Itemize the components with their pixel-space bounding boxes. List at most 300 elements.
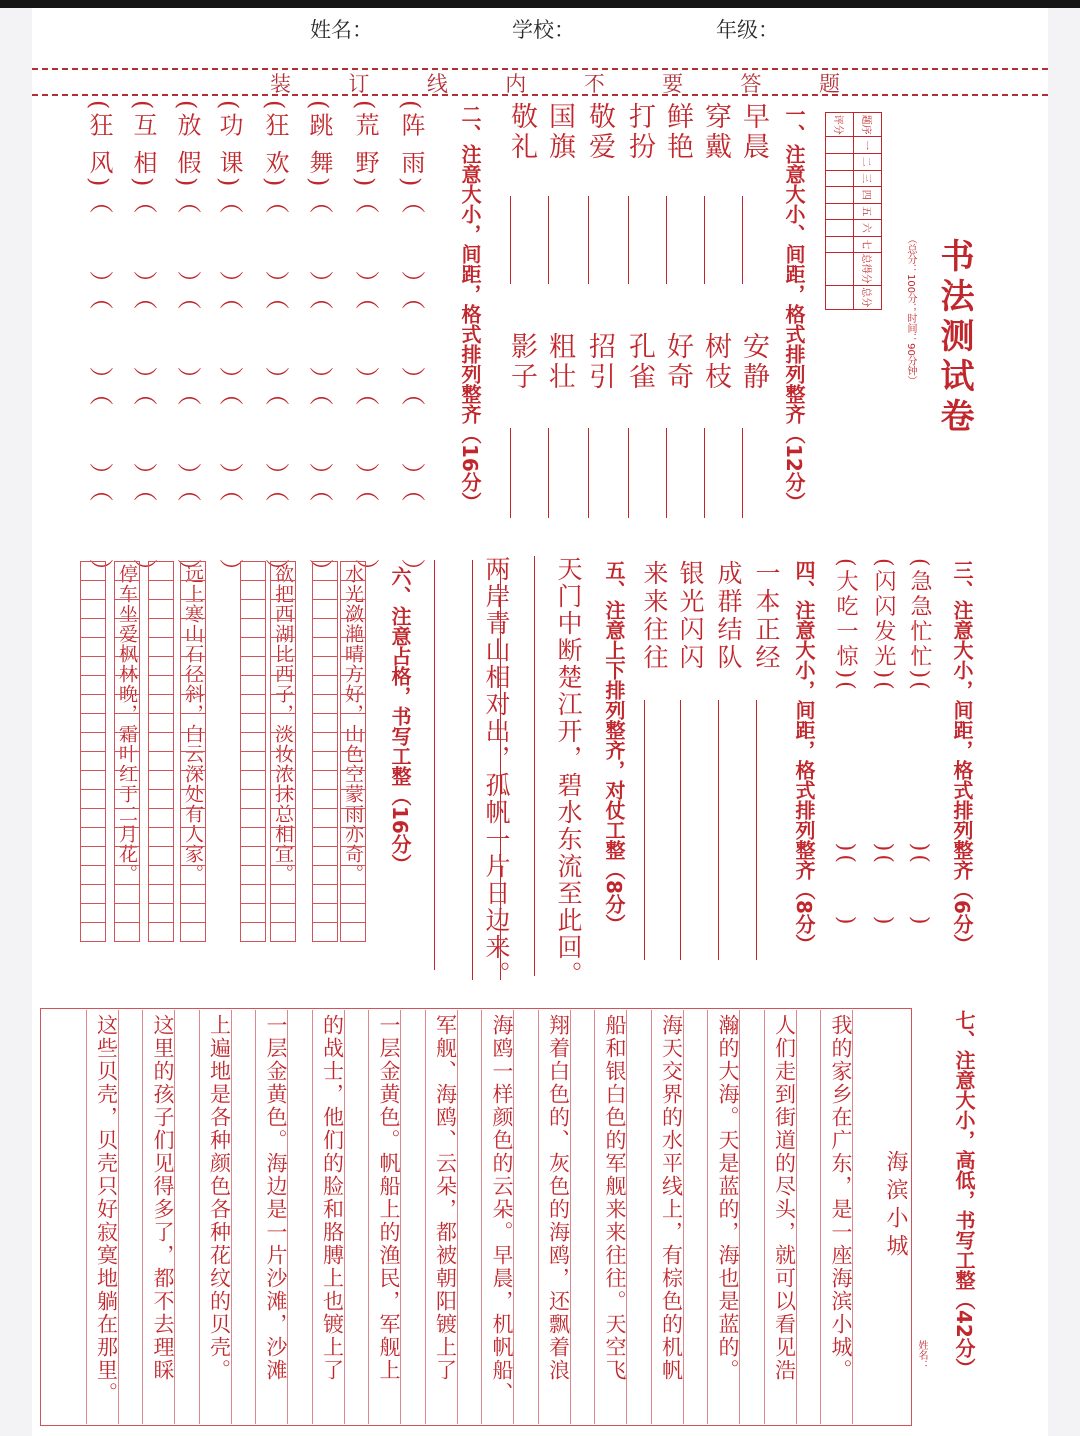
passage-rule	[368, 1010, 369, 1424]
write-line[interactable]	[718, 700, 719, 960]
write-line[interactable]	[704, 428, 705, 518]
name-label: 姓名：	[310, 18, 373, 42]
sec6-line: 停车坐爱枫林晚，霜叶红于二月花。	[116, 564, 138, 884]
practice-grid-cell[interactable]	[240, 561, 266, 581]
practice-grid-cell[interactable]	[80, 675, 106, 695]
sec1-heading: 一、注意大小、间距，格式排列整齐（12分）	[782, 104, 806, 512]
sec1-word: 树枝	[700, 332, 731, 392]
practice-grid-cell[interactable]	[312, 751, 338, 771]
practice-grid-cell[interactable]	[270, 675, 296, 695]
passage-line: 翔着白色的、灰色的海鸥，还飘着浪	[546, 1014, 571, 1382]
passage-rule	[255, 1010, 256, 1424]
practice-grid-cell[interactable]	[114, 561, 140, 581]
sec1-word: 好奇	[662, 332, 693, 392]
sec5-line: 两岸青山相对出，孤帆一片日边来。	[482, 556, 511, 988]
practice-grid-cell[interactable]	[80, 618, 106, 638]
practice-grid-column	[148, 562, 174, 942]
practice-grid-cell[interactable]	[114, 865, 140, 885]
practice-grid-cell[interactable]	[148, 827, 174, 847]
practice-grid-cell[interactable]	[80, 922, 106, 942]
practice-grid-column	[240, 562, 266, 942]
practice-grid-cell[interactable]	[240, 865, 266, 885]
practice-grid-cell[interactable]	[180, 865, 206, 885]
passage-rule	[651, 1010, 652, 1424]
practice-grid-cell[interactable]	[240, 694, 266, 714]
practice-grid-cell[interactable]	[340, 694, 366, 714]
practice-grid-column	[180, 562, 206, 942]
practice-grid-cell[interactable]	[180, 618, 206, 638]
write-line[interactable]	[742, 196, 743, 284]
practice-grid-column	[340, 562, 366, 942]
score-cell: 一	[854, 137, 882, 154]
passage-line: 海天交界的水平线上，有棕色的机帆	[659, 1014, 684, 1382]
practice-grid-cell[interactable]	[114, 713, 140, 733]
write-line[interactable]	[704, 196, 705, 284]
practice-grid-cell[interactable]	[148, 713, 174, 733]
practice-grid-cell[interactable]	[270, 789, 296, 809]
practice-grid-cell[interactable]	[80, 580, 106, 600]
practice-grid-cell[interactable]	[340, 865, 366, 885]
practice-grid-cell[interactable]	[270, 580, 296, 600]
practice-grid-cell[interactable]	[312, 903, 338, 923]
sec6-line: 远上寒山石径斜，白云深处有人家。	[182, 564, 204, 884]
practice-grid-cell[interactable]	[148, 903, 174, 923]
sec3-item: (大吃一惊)()( )	[833, 558, 858, 928]
write-line[interactable]	[628, 196, 629, 284]
practice-grid-cell[interactable]	[114, 770, 140, 790]
practice-grid-cell[interactable]	[340, 599, 366, 619]
practice-grid-cell[interactable]	[312, 884, 338, 904]
practice-grid-cell[interactable]	[312, 580, 338, 600]
practice-grid-column	[80, 562, 106, 942]
practice-grid-cell[interactable]	[148, 922, 174, 942]
write-line[interactable]	[644, 700, 645, 960]
write-line[interactable]	[666, 196, 667, 284]
binding-char: 装	[270, 72, 291, 96]
practice-grid-cell[interactable]	[340, 561, 366, 581]
practice-grid-cell[interactable]	[180, 808, 206, 828]
passage-line: 一层金黄色。帆船上的渔民，军舰上	[377, 1014, 401, 1382]
passage-rule	[707, 1010, 708, 1424]
practice-grid-cell[interactable]	[270, 808, 296, 828]
sec1-word: 孔雀	[624, 332, 655, 392]
score-cell[interactable]	[826, 285, 854, 310]
sec1-word: 敬爱	[584, 102, 615, 162]
score-cell[interactable]	[826, 137, 854, 154]
score-cell: 总分	[854, 285, 882, 310]
grade-label: 年级：	[716, 18, 779, 42]
write-line[interactable]	[680, 700, 681, 960]
practice-grid-cell[interactable]	[80, 827, 106, 847]
sec1-word: 穿戴	[700, 102, 731, 162]
practice-grid-cell[interactable]	[80, 732, 106, 752]
passage-line: 这些贝壳，贝壳只好寂寞地躺在那里。	[94, 1014, 119, 1405]
practice-grid-cell[interactable]	[340, 789, 366, 809]
practice-grid-cell[interactable]	[240, 808, 266, 828]
write-line[interactable]	[588, 428, 589, 518]
passage-rule	[594, 1010, 595, 1424]
binding-char: 题	[818, 72, 840, 96]
practice-grid-cell[interactable]	[240, 637, 266, 657]
score-cell: 总得分	[854, 253, 882, 285]
practice-grid-column	[114, 562, 140, 942]
passage-rule	[481, 1010, 482, 1424]
practice-grid-cell[interactable]	[270, 846, 296, 866]
practice-grid-cell[interactable]	[114, 694, 140, 714]
practice-grid-cell[interactable]	[80, 903, 106, 923]
binding-char: 不	[583, 72, 605, 96]
passage-rule	[312, 1010, 313, 1424]
write-line[interactable]	[756, 700, 757, 960]
practice-grid-cell[interactable]	[180, 713, 206, 733]
practice-grid-cell[interactable]	[180, 675, 206, 695]
practice-grid-cell[interactable]	[240, 675, 266, 695]
practice-grid-cell[interactable]	[270, 618, 296, 638]
practice-grid-cell[interactable]	[114, 675, 140, 695]
school-label: 学校：	[512, 18, 575, 42]
passage-rule	[683, 1010, 684, 1424]
passage-rule	[231, 1010, 232, 1424]
practice-grid-cell[interactable]	[180, 656, 206, 676]
write-line[interactable]	[500, 560, 501, 980]
passage-rule	[570, 1010, 571, 1424]
practice-grid-cell[interactable]	[240, 618, 266, 638]
sec4-item: 银光闪闪	[676, 560, 705, 672]
practice-grid-cell[interactable]	[80, 789, 106, 809]
practice-grid-cell[interactable]	[148, 846, 174, 866]
practice-grid-cell[interactable]	[114, 637, 140, 657]
passage-rule	[513, 1010, 514, 1424]
passage-line: 我的家乡在广东，是一座海滨小城。	[829, 1014, 853, 1382]
practice-grid-cell[interactable]	[312, 922, 338, 942]
passage-rule	[538, 1010, 539, 1424]
practice-grid-column	[270, 562, 296, 942]
top-edge	[0, 0, 1080, 8]
practice-grid-cell[interactable]	[80, 865, 106, 885]
practice-grid-cell[interactable]	[340, 922, 366, 942]
sec2-item: (功 课)（ ）（ ）（ ）（ ）	[215, 100, 243, 586]
practice-grid-cell[interactable]	[80, 599, 106, 619]
passage-line: 人们走到街道的尽头，就可以看见浩	[772, 1014, 797, 1382]
score-cell[interactable]	[826, 187, 854, 204]
practice-grid-cell[interactable]	[180, 599, 206, 619]
passage-rule	[425, 1010, 426, 1424]
practice-grid-cell[interactable]	[240, 846, 266, 866]
sec4-item: 成群结队	[714, 560, 743, 672]
practice-grid-cell[interactable]	[270, 827, 296, 847]
passage-title: 海滨小城	[883, 1150, 908, 1262]
practice-grid-cell[interactable]	[340, 808, 366, 828]
exam-title: 书法测试卷	[934, 238, 974, 438]
practice-grid-cell[interactable]	[340, 827, 366, 847]
sec3-item: (闪闪发光)()( )	[871, 558, 896, 928]
practice-grid-cell[interactable]	[180, 884, 206, 904]
practice-grid-cell[interactable]	[340, 713, 366, 733]
practice-grid-cell[interactable]	[270, 770, 296, 790]
practice-grid-cell[interactable]	[240, 770, 266, 790]
passage-rule	[457, 1010, 458, 1424]
practice-grid-cell[interactable]	[180, 580, 206, 600]
practice-grid-cell[interactable]	[270, 713, 296, 733]
sec4-heading: 四、注意大小，间距，格式排列整齐（8分）	[792, 560, 816, 954]
passage-rule	[199, 1010, 200, 1424]
practice-grid-cell[interactable]	[114, 922, 140, 942]
sec2-item: (互 相)（ ）（ ）（ ）（ ）	[129, 100, 157, 586]
sec3-item: (急急忙忙)()( )	[907, 558, 932, 928]
score-cell[interactable]	[826, 220, 854, 237]
sec1-word: 敬礼	[506, 102, 537, 162]
passage-rule	[400, 1010, 401, 1424]
practice-grid-cell[interactable]	[114, 751, 140, 771]
practice-grid-cell[interactable]	[240, 922, 266, 942]
sec2-item: (狂 欢)（ ）（ ）（ ）（ ）	[261, 100, 289, 586]
practice-grid-cell[interactable]	[312, 656, 338, 676]
practice-grid-cell[interactable]	[312, 789, 338, 809]
practice-grid-cell[interactable]	[148, 656, 174, 676]
practice-grid-cell[interactable]	[340, 903, 366, 923]
score-cell[interactable]	[826, 153, 854, 170]
write-line[interactable]	[534, 556, 535, 976]
practice-grid-cell[interactable]	[240, 903, 266, 923]
practice-grid-cell[interactable]	[312, 675, 338, 695]
practice-grid-cell[interactable]	[312, 561, 338, 581]
practice-grid-cell[interactable]	[80, 656, 106, 676]
practice-grid-cell[interactable]	[312, 713, 338, 733]
sec6-heading: 六、注意占格，书写工整（16分）	[388, 566, 412, 874]
practice-grid-cell[interactable]	[270, 599, 296, 619]
practice-grid-cell[interactable]	[114, 846, 140, 866]
practice-grid-cell[interactable]	[148, 637, 174, 657]
passage-rule	[764, 1010, 765, 1424]
practice-grid-cell[interactable]	[148, 789, 174, 809]
passage-rule	[852, 1010, 853, 1424]
passage-rule	[174, 1010, 175, 1424]
practice-grid-cell[interactable]	[80, 770, 106, 790]
practice-grid-cell[interactable]	[114, 903, 140, 923]
write-line[interactable]	[548, 196, 549, 284]
passage-line: 这里的孩子们见得多了，都不去理睬	[151, 1014, 175, 1382]
practice-grid-cell[interactable]	[270, 561, 296, 581]
practice-grid-cell[interactable]	[114, 789, 140, 809]
sec2-item: (荒 野)（ ）（ ）（ ）（ ）	[351, 100, 379, 586]
practice-grid-cell[interactable]	[312, 694, 338, 714]
practice-grid-cell[interactable]	[340, 732, 366, 752]
practice-grid-cell[interactable]	[180, 732, 206, 752]
score-cell[interactable]	[826, 253, 854, 285]
practice-grid-cell[interactable]	[80, 637, 106, 657]
score-cell: 二	[854, 153, 882, 170]
score-cell: 五	[854, 203, 882, 220]
practice-grid-cell[interactable]	[80, 561, 106, 581]
practice-grid-cell[interactable]	[312, 827, 338, 847]
practice-grid-cell[interactable]	[312, 846, 338, 866]
practice-grid-cell[interactable]	[270, 751, 296, 771]
passage-rule	[796, 1010, 797, 1424]
practice-grid-cell[interactable]	[180, 922, 206, 942]
write-line[interactable]	[666, 428, 667, 518]
practice-grid-cell[interactable]	[240, 884, 266, 904]
score-cell[interactable]	[826, 203, 854, 220]
sec1-word: 早晨	[738, 102, 769, 162]
write-line[interactable]	[510, 428, 511, 518]
practice-grid-cell[interactable]	[148, 865, 174, 885]
sec6-line: 欲把西湖比西子，淡妆浓抹总相宜。	[272, 564, 294, 884]
sec6-line: 水光潋滟晴方好，山色空蒙雨亦奇。	[342, 564, 364, 884]
passage-rule	[287, 1010, 288, 1424]
practice-grid-cell[interactable]	[312, 770, 338, 790]
practice-grid-cell[interactable]	[180, 827, 206, 847]
sec3-heading: 三、注意大小，间距，格式排列整齐（6分）	[950, 560, 974, 954]
practice-grid-cell[interactable]	[270, 884, 296, 904]
sec1-word: 打扮	[624, 102, 655, 162]
practice-grid-cell[interactable]	[312, 637, 338, 657]
practice-grid-cell[interactable]	[80, 884, 106, 904]
practice-grid-cell[interactable]	[180, 789, 206, 809]
practice-grid-cell[interactable]	[148, 675, 174, 695]
sec1-word: 影子	[506, 332, 537, 392]
practice-grid-cell[interactable]	[180, 846, 206, 866]
passage-line: 瀚的大海。天是蓝的，海也是蓝的。	[716, 1014, 740, 1382]
practice-grid-cell[interactable]	[340, 618, 366, 638]
practice-grid-cell[interactable]	[270, 694, 296, 714]
practice-grid-cell[interactable]	[180, 903, 206, 923]
score-cell: 七	[854, 236, 882, 253]
practice-grid-cell[interactable]	[270, 865, 296, 885]
practice-grid-cell[interactable]	[148, 561, 174, 581]
practice-grid-cell[interactable]	[148, 580, 174, 600]
practice-grid-cell[interactable]	[114, 599, 140, 619]
practice-grid-cell[interactable]	[340, 637, 366, 657]
practice-grid-cell[interactable]	[240, 599, 266, 619]
score-cell[interactable]	[826, 236, 854, 253]
practice-grid-cell[interactable]	[114, 580, 140, 600]
practice-grid-cell[interactable]	[240, 789, 266, 809]
passage-line: 一层金黄色。海边是一片沙滩，沙滩	[264, 1014, 288, 1382]
practice-grid-cell[interactable]	[240, 656, 266, 676]
binding-char: 答	[740, 72, 762, 96]
practice-grid-cell[interactable]	[80, 751, 106, 771]
binding-char: 内	[505, 72, 527, 96]
practice-grid-cell[interactable]	[148, 618, 174, 638]
practice-grid-cell[interactable]	[240, 713, 266, 733]
practice-grid-cell[interactable]	[80, 808, 106, 828]
binding-char: 要	[662, 72, 684, 96]
practice-grid-cell[interactable]	[148, 770, 174, 790]
write-line[interactable]	[742, 428, 743, 518]
practice-grid-cell[interactable]	[340, 656, 366, 676]
practice-grid-cell[interactable]	[270, 656, 296, 676]
write-line[interactable]	[434, 560, 435, 970]
practice-grid-cell[interactable]	[114, 618, 140, 638]
sec5-heading: 五、注意上下排列整齐，对仗工整（8分）	[602, 560, 626, 934]
practice-grid-cell[interactable]	[148, 808, 174, 828]
practice-grid-cell[interactable]	[340, 770, 366, 790]
write-line[interactable]	[472, 560, 473, 980]
practice-grid-cell[interactable]	[114, 884, 140, 904]
practice-grid-cell[interactable]	[270, 637, 296, 657]
binding-char: 订	[348, 72, 370, 96]
practice-grid-cell[interactable]	[114, 732, 140, 752]
score-cell: 评分	[826, 113, 854, 137]
practice-grid-cell[interactable]	[114, 808, 140, 828]
binding-char: 线	[426, 72, 448, 96]
practice-grid-cell[interactable]	[340, 884, 366, 904]
practice-grid-cell[interactable]	[148, 884, 174, 904]
practice-grid-cell[interactable]	[240, 751, 266, 771]
write-line[interactable]	[548, 428, 549, 518]
practice-grid-cell[interactable]	[240, 732, 266, 752]
write-line[interactable]	[628, 428, 629, 518]
score-cell: 题序	[854, 113, 882, 137]
practice-grid-cell[interactable]	[148, 751, 174, 771]
practice-grid-column	[312, 562, 338, 942]
practice-grid-cell[interactable]	[80, 713, 106, 733]
practice-grid-cell[interactable]	[312, 808, 338, 828]
sec7-heading: 七、注意大小，高低，书写工整（42分）	[952, 1010, 976, 1378]
practice-grid-cell[interactable]	[270, 922, 296, 942]
sec5-line: 天门中断楚江开，碧水东流至此回。	[554, 556, 583, 988]
sec4-item: 一本正经	[752, 560, 781, 672]
practice-grid-cell[interactable]	[312, 732, 338, 752]
practice-grid-cell[interactable]	[340, 675, 366, 695]
score-cell[interactable]	[826, 170, 854, 187]
practice-grid-cell[interactable]	[180, 770, 206, 790]
practice-grid-cell[interactable]	[270, 732, 296, 752]
passage-rule	[626, 1010, 627, 1424]
practice-grid-cell[interactable]	[340, 751, 366, 771]
practice-grid-cell[interactable]	[114, 656, 140, 676]
passage-rule	[820, 1010, 821, 1424]
passage-line: 军舰、海鸥、云朵，都被朝阳镀上了	[433, 1014, 458, 1382]
exam-subtitle: （总分：100分；时间：90分钟）	[905, 234, 916, 386]
practice-grid-cell[interactable]	[80, 846, 106, 866]
score-cell: 三	[854, 170, 882, 187]
write-line[interactable]	[588, 196, 589, 284]
sec1-word: 国旗	[544, 102, 575, 162]
practice-grid-cell[interactable]	[270, 903, 296, 923]
practice-grid-cell[interactable]	[148, 599, 174, 619]
practice-grid-cell[interactable]	[180, 694, 206, 714]
practice-grid-cell[interactable]	[240, 580, 266, 600]
binding-line-text	[270, 68, 840, 98]
practice-grid-cell[interactable]	[340, 846, 366, 866]
passage-rule	[142, 1010, 143, 1424]
sec1-word: 招引	[584, 332, 615, 392]
practice-grid-cell[interactable]	[312, 599, 338, 619]
sec7-name-label: 姓名：	[916, 1340, 927, 1370]
sec1-word: 鲜艳	[662, 102, 693, 162]
practice-grid-cell[interactable]	[312, 618, 338, 638]
practice-grid-cell[interactable]	[312, 865, 338, 885]
practice-grid-cell[interactable]	[340, 580, 366, 600]
score-cell: 四	[854, 187, 882, 204]
score-table	[825, 112, 882, 310]
practice-grid-cell[interactable]	[180, 637, 206, 657]
sec2-heading: 二、注意大小，间距，格式排列整齐（16分）	[458, 104, 482, 512]
practice-grid-cell[interactable]	[180, 561, 206, 581]
practice-grid-cell[interactable]	[114, 827, 140, 847]
score-table-wrap	[825, 112, 882, 310]
passage-rule	[739, 1010, 740, 1424]
passage-rule	[118, 1010, 119, 1424]
write-line[interactable]	[510, 196, 511, 284]
practice-grid-cell[interactable]	[240, 827, 266, 847]
practice-grid-cell[interactable]	[148, 694, 174, 714]
passage-rule	[344, 1010, 345, 1424]
practice-grid-cell[interactable]	[80, 694, 106, 714]
practice-grid-cell[interactable]	[148, 732, 174, 752]
practice-grid-cell[interactable]	[180, 751, 206, 771]
